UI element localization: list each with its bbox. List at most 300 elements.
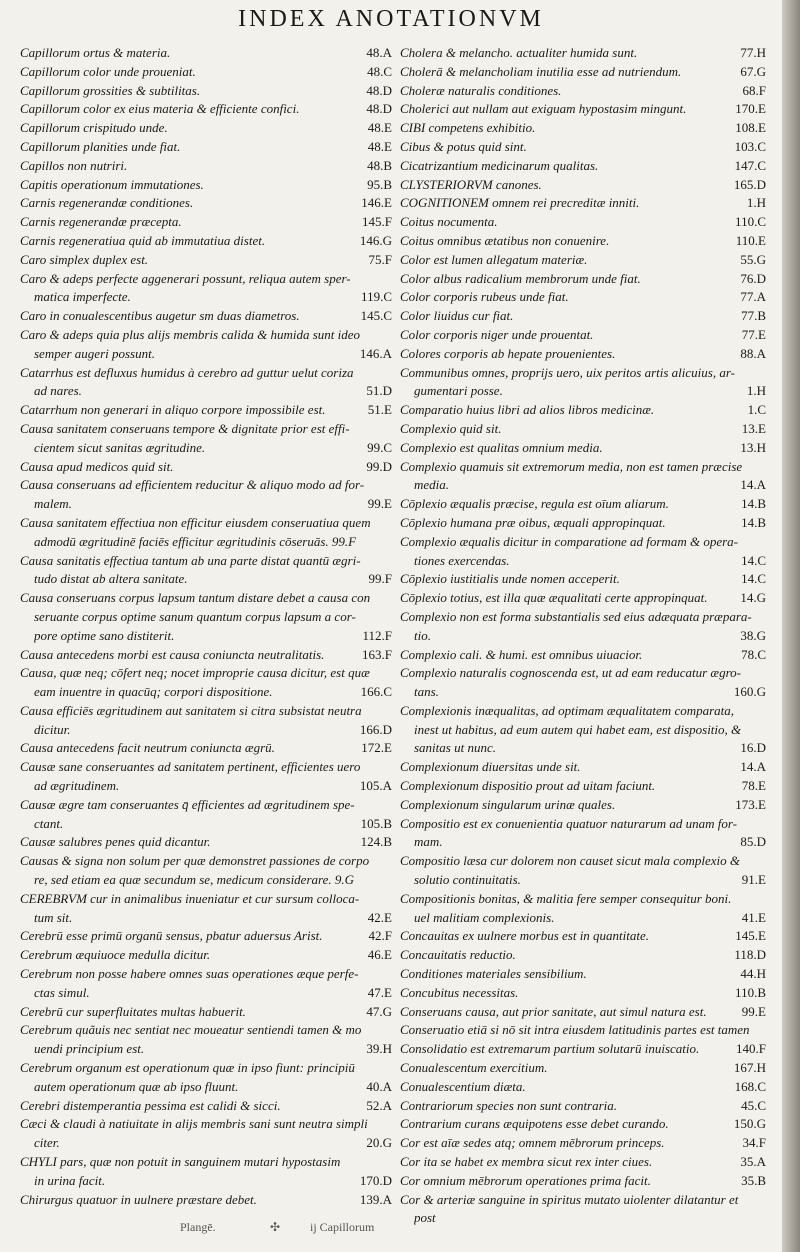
entry-text: dicitur. (34, 721, 71, 737)
page-reference: 167.H (733, 1060, 766, 1076)
index-entry (20, 852, 392, 890)
page-reference: 103.C (734, 138, 766, 154)
index-entry (400, 251, 766, 270)
index-entry (20, 326, 392, 364)
index-entry (400, 514, 766, 533)
page-reference: 14.C (741, 571, 766, 587)
page-reference: 110.C (735, 214, 766, 230)
index-entry (20, 646, 392, 665)
page-reference: 172.E (361, 740, 392, 756)
page-reference: 145.C (360, 308, 392, 324)
page-reference: 108.E (735, 120, 766, 136)
index-entry (400, 927, 766, 946)
index-entry (20, 946, 392, 965)
entry-text: Cōplexio æqualis præcise, regula est oīum aliarum. (400, 496, 669, 512)
entry-text: Capillorum ortus & materia. (20, 45, 171, 60)
page-reference: 1.H (746, 383, 766, 399)
page-reference (386, 533, 392, 552)
page-reference: 105.A (359, 778, 392, 794)
page-reference: 14.C (741, 552, 766, 568)
entry-text: Causa sanitatem conseruans tempore & dignitate prior est effi- (20, 420, 350, 436)
entry-text: tum sit. (34, 909, 73, 925)
page-reference: 99.D (366, 458, 392, 474)
entry-text: eam inuentre in quacūq; corpori dispositione. (34, 684, 273, 700)
entry-text: mam. (414, 834, 443, 850)
index-entry (20, 796, 392, 834)
index-entry (20, 476, 392, 514)
page-reference: 99.C (367, 439, 392, 455)
binding-shadow (782, 0, 800, 1252)
entry-text: Contrarium curans æquipotens esse debet curando. (400, 1116, 669, 1132)
page-reference: 165.D (733, 176, 766, 192)
ornament-icon: ✣ (270, 1220, 281, 1234)
page-reference: 118.D (734, 947, 766, 963)
entry-text: Cibus & potus quid sint. (400, 138, 527, 154)
entry-text: Complexionum singularum urinæ quales. (400, 796, 616, 812)
entry-text: Choleræ naturalis conditiones. (400, 82, 562, 98)
index-entry (20, 702, 392, 740)
entry-text: Cerebrum organum est operationum quæ in ipso fiunt: principiū (20, 1060, 355, 1076)
entry-text: Cōplexio totius, est illa quæ æqualitati certe appropinquat. (400, 590, 708, 606)
page-reference: 146.A (359, 345, 392, 361)
entry-text: post (414, 1210, 436, 1226)
page-reference: 110.E (735, 232, 766, 248)
page-reference: 91.E (741, 872, 766, 888)
page-reference: 166.C (360, 684, 392, 700)
entry-text: ctant. (34, 815, 64, 831)
index-entry (400, 44, 766, 63)
entry-text: tio. (414, 627, 431, 643)
entry-text: Capillos non nutriri. (20, 157, 128, 173)
index-entry (20, 364, 392, 402)
page-reference: 42.F (368, 928, 392, 944)
page-reference: 14.G (740, 590, 766, 606)
entry-text: Contrariorum species non sunt contraria. (400, 1097, 618, 1113)
index-entry (400, 608, 766, 646)
entry-text: Cor est aīæ sedes atq; omnem mēbrorum princeps. (400, 1135, 665, 1151)
entry-text: Capitis operationum immutationes. (20, 176, 204, 192)
page-reference: 77.A (740, 289, 766, 305)
entry-text: Capillorum color unde proueniat. (20, 63, 196, 79)
index-entry (400, 119, 766, 138)
index-entry (20, 890, 392, 928)
index-entry (20, 232, 392, 251)
index-entry (20, 270, 392, 308)
index-entry (400, 1097, 766, 1116)
index-entry (400, 533, 766, 571)
page-reference: 38.G (740, 627, 766, 643)
entry-text: citer. (34, 1135, 60, 1151)
entry-text: Cerebrum quãuis nec sentiat nec moueatur sentiendi tamen & mo (20, 1022, 362, 1038)
entry-text: Causa antecedens facit neutrum coniuncta ægrū. (20, 740, 275, 756)
index-entry (400, 157, 766, 176)
entry-text: Cholera & melancho. actualiter humida sunt. (400, 45, 638, 60)
page-reference: 48.D (366, 82, 392, 98)
entry-text: Complexio est qualitas omnium media. (400, 439, 603, 455)
index-entry (20, 194, 392, 213)
index-entry (20, 138, 392, 157)
page-reference: 13.E (741, 420, 766, 436)
entry-text: Complexionum diuersitas unde sit. (400, 759, 581, 775)
page-reference: 68.F (742, 82, 766, 98)
page-reference: 48.C (367, 63, 392, 79)
entry-text: Cholerici aut nullam aut exiguam hypostasim mingunt. (400, 101, 687, 117)
entry-text: Caro simplex duplex est. (20, 251, 149, 267)
page-reference: 170.E (735, 101, 766, 117)
entry-text: tiones exercendas. (414, 552, 510, 568)
entry-text: tudo distat ab altera sanitate. (34, 571, 188, 587)
page-reference: 48.A (366, 45, 392, 60)
entry-text: Causa conseruans ad efficientem reducitur & aliquo modo ad for- (20, 477, 365, 493)
entry-text: Color liuidus cur fiat. (400, 308, 514, 324)
index-entry (400, 63, 766, 82)
index-entry (20, 157, 392, 176)
index-entry (20, 965, 392, 1003)
index-entry (20, 833, 392, 852)
page-reference: 173.E (735, 796, 766, 812)
entry-text: Color est lumen allegatum materiæ. (400, 251, 588, 267)
entry-text: Complexio æqualis dicitur in comparatione ad formam & opera- (400, 533, 738, 549)
index-entry (20, 458, 392, 477)
index-entry (400, 194, 766, 213)
entry-text: CHYLI pars, quæ non potuit in sanguinem mutari hypostasim (20, 1154, 341, 1170)
page-reference: 99.E (741, 1003, 766, 1019)
index-entry (400, 852, 766, 890)
index-entry (400, 664, 766, 702)
index-entry (400, 1172, 766, 1191)
entry-text: Causæ ægre tam conseruantes q̄ efficientes ad ægritudinem spe- (20, 796, 355, 812)
index-entry (400, 758, 766, 777)
entry-text: uendi principium est. (34, 1041, 145, 1057)
index-entry (20, 758, 392, 796)
entry-text: Comparatio huius libri ad alios libros medicinæ. (400, 402, 655, 418)
index-entry (20, 44, 392, 63)
entry-text: admodū ægritudinē faciēs efficitur ægritudinis cōseruās. 99.F (34, 533, 357, 549)
index-entry (400, 82, 766, 101)
page-reference: 48.E (367, 138, 392, 154)
entry-text: Catarrhum non generari in aliquo corpore impossibile est. (20, 402, 326, 418)
page-header: INDEX ANOTATIONVM (238, 6, 544, 32)
entry-text: Cerebrum æquiuoce medulla dicitur. (20, 947, 211, 963)
index-entry (400, 1040, 766, 1059)
page-reference: 146.G (359, 232, 392, 248)
index-entry (400, 138, 766, 157)
index-entry (400, 1021, 766, 1040)
index-entry (20, 213, 392, 232)
index-entry (400, 946, 766, 965)
index-entry (400, 213, 766, 232)
index-entry (400, 1115, 766, 1134)
index-entry (400, 420, 766, 439)
entry-text: re, sed etiam ea quæ secundum se, medicum considerare. 9.G (34, 872, 354, 888)
page-reference: 77.B (741, 308, 766, 324)
entry-text: Chirurgus quatuor in uulnere præstare debet. (20, 1191, 257, 1207)
page-reference: 47.G (366, 1003, 392, 1019)
entry-text: ad nares. (34, 383, 82, 399)
entry-text: Caro & adeps quia plus alijs membris calida & humida sunt ideo (20, 326, 361, 342)
page-reference: 14.B (741, 514, 766, 530)
index-entry (20, 176, 392, 195)
page-reference: 77.H (740, 45, 766, 60)
entry-text: Conualescentum exercitium. (400, 1060, 548, 1076)
entry-text: semper augeri possunt. (34, 345, 155, 361)
entry-text: solutio continuitatis. (414, 872, 521, 888)
index-entry (20, 1059, 392, 1097)
page-reference (386, 871, 392, 890)
index-entry (20, 307, 392, 326)
index-entry (20, 1021, 392, 1059)
entry-text: Concauitatis reductio. (400, 947, 516, 963)
index-entry (400, 1059, 766, 1078)
index-entry (20, 664, 392, 702)
entry-text: inest ut habitus, ad eum autem qui habet eam, est dispositio, & (414, 721, 742, 737)
page-reference: 119.C (361, 289, 392, 305)
index-entry (400, 232, 766, 251)
page-reference: 41.E (741, 909, 766, 925)
entry-text: Capillorum crispitudo unde. (20, 120, 168, 136)
entry-text: Color albus radicalium membrorum unde fiat. (400, 270, 641, 286)
index-entry (20, 63, 392, 82)
entry-text: malem. (34, 496, 72, 512)
page-reference: 75.F (368, 251, 392, 267)
index-entry (20, 1097, 392, 1116)
right-column (400, 44, 766, 1228)
index-entry (20, 420, 392, 458)
signature-mark: ij Capillorum (310, 1220, 375, 1234)
entry-text: Causa sanitatem effectiua non efficitur eiusdem conseruatiua quem (20, 514, 371, 530)
entry-text: Cor & arteriæ sanguine in spiritus mutato uiolenter dilatantur et (400, 1191, 739, 1207)
page-reference: 170.D (359, 1172, 392, 1188)
page-reference: 46.E (367, 947, 392, 963)
index-entry (400, 458, 766, 496)
entry-text: Compositio læsa cur dolorem non causet sicut mala complexio & (400, 853, 741, 869)
page-reference: 67.G (740, 63, 766, 79)
entry-text: Capillorum grossities & subtilitas. (20, 82, 201, 98)
page-reference: 124.B (360, 834, 392, 850)
index-entry (400, 345, 766, 364)
entry-text: Causa efficiēs ægritudinem aut sanitatem si citra subsistat neutra (20, 702, 362, 718)
index-entry (400, 890, 766, 928)
page-reference: 150.G (733, 1116, 766, 1132)
index-entry (400, 439, 766, 458)
page-reference: 145.F (362, 214, 392, 230)
page-reference: 55.G (740, 251, 766, 267)
index-entry (20, 1115, 392, 1153)
page-reference: 78.E (741, 778, 766, 794)
page-reference: 51.E (367, 402, 392, 418)
entry-text: Conualescentium diæta. (400, 1078, 526, 1094)
entry-text: seruante corpus optime sanum quantum corpus lapsum a cor- (34, 608, 356, 624)
page-reference: 39.H (366, 1041, 392, 1057)
index-entry (400, 1003, 766, 1022)
page-reference: 14.A (740, 477, 766, 493)
index-entry (400, 570, 766, 589)
entry-text: Cicatrizantium medicinarum qualitas. (400, 157, 599, 173)
index-entry (400, 326, 766, 345)
entry-text: Compositionis bonitas, & malitia fere semper consequitur boni. (400, 890, 732, 906)
page-footer (0, 1218, 782, 1248)
page-reference: 78.C (741, 646, 766, 662)
page-reference: 105.B (360, 815, 392, 831)
page-reference: 35.A (740, 1154, 766, 1170)
entry-text: Cor ita se habet ex membra sicut rex inter ciues. (400, 1154, 653, 1170)
index-entry (20, 1153, 392, 1191)
index-entry (20, 589, 392, 645)
entry-text: tans. (414, 684, 439, 700)
index-entry (400, 401, 766, 420)
page-reference: 20.G (366, 1135, 392, 1151)
entry-text: Capillorum color ex eius materia & efficiente confici. (20, 101, 300, 117)
index-entry (400, 270, 766, 289)
index-entry (400, 646, 766, 665)
entry-text: in urina facit. (34, 1172, 106, 1188)
page-reference: 48.E (367, 120, 392, 136)
index-entry (400, 364, 766, 402)
index-entry (400, 176, 766, 195)
index-entry (20, 251, 392, 270)
page-reference: 168.C (734, 1078, 766, 1094)
page-reference: 14.A (740, 759, 766, 775)
entry-text: CIBI competens exhibitio. (400, 120, 536, 136)
entry-text: Colores corporis ab hepate prouenientes. (400, 345, 616, 361)
index-entry (400, 100, 766, 119)
index-entry (400, 589, 766, 608)
page-reference: 1.C (747, 402, 766, 418)
page-reference: 14.B (741, 496, 766, 512)
page-reference: 146.E (361, 195, 392, 211)
index-entry (400, 1134, 766, 1153)
left-column (20, 44, 392, 1209)
entry-text: Carnis regenerandæ conditiones. (20, 195, 194, 211)
page-reference: 95.B (367, 176, 392, 192)
entry-text: CLYSTERIORVM canones. (400, 176, 542, 192)
entry-text: Causa, quæ neq; cōfert neq; nocet improprie causa dicitur, est quæ (20, 665, 370, 681)
entry-text: Causa sanitatis effectiua tantum ab una parte distat quantū ægri- (20, 552, 361, 568)
entry-text: Carnis regeneratiua quid ab immutatiua distet. (20, 232, 266, 248)
entry-text: Caro in conualescentibus augetur sm duas diametros. (20, 308, 300, 324)
entry-text: matica imperfecte. (34, 289, 131, 305)
entry-text: Complexio naturalis cognoscenda est, ut ad eam reducatur ægro- (400, 665, 741, 681)
page-reference: 145.E (735, 928, 766, 944)
entry-text: Color corporis niger unde prouentat. (400, 326, 594, 342)
page-reference: 45.C (741, 1097, 766, 1113)
entry-text: Complexionis inæqualitas, ad optimam æqualitatem comparata, (400, 702, 735, 718)
page-reference: 34.F (742, 1135, 766, 1151)
entry-text: Causæ salubres penes quid dicantur. (20, 834, 211, 850)
index-entry (400, 702, 766, 758)
page-reference: 99.F (368, 571, 392, 587)
entry-text: ctas simul. (34, 984, 90, 1000)
entry-text: Conseruatio etiā si nō sit intra eiusdem latitudinis partes est tamen (400, 1022, 750, 1038)
entry-text: Communibus omnes, proprijs uero, uix peritos artis alicuius, ar- (400, 364, 735, 380)
entry-text: cientem sicut sanitas ægritudine. (34, 439, 206, 455)
entry-text: Complexio cali. & humi. est omnibus uiuacior. (400, 646, 643, 662)
page-reference: 88.A (740, 345, 766, 361)
page-reference: 77.E (741, 326, 766, 342)
index-entry (20, 552, 392, 590)
page-reference: 40.A (366, 1078, 392, 1094)
index-entry (400, 1153, 766, 1172)
page-reference: 42.E (367, 909, 392, 925)
entry-text: CEREBRVM cur in animalibus inueniatur et cur sursum colloca- (20, 890, 360, 906)
page-reference: 140.F (736, 1041, 766, 1057)
page-reference: 52.A (366, 1097, 392, 1113)
page-reference: 163.F (362, 646, 392, 662)
entry-text: Compositio est ex conuenientia quatuor naturarum ad unam for- (400, 815, 737, 831)
entry-text: autem operationum quæ ab ipso fluunt. (34, 1078, 239, 1094)
entry-text: Complexio quid sit. (400, 420, 502, 436)
page-reference: 166.D (359, 721, 392, 737)
entry-text: Concauitas ex uulnere morbus est in quantitate. (400, 928, 650, 944)
index-entry (20, 82, 392, 101)
index-entry (20, 739, 392, 758)
page-reference: 48.D (366, 101, 392, 117)
index-entry (20, 1003, 392, 1022)
entry-text: Cerebrum non posse habere omnes suas operationes æque perfe- (20, 966, 359, 982)
entry-text: Caro & adeps perfecte aggenerari possunt, reliqua autem sper- (20, 270, 351, 286)
index-entry (20, 514, 392, 552)
index-entry (400, 1078, 766, 1097)
entry-text: Complexio quamuis sit extremorum media, non est tamen præcise (400, 458, 743, 474)
index-entry (20, 100, 392, 119)
index-entry (400, 777, 766, 796)
entry-text: Cor omnium mēbrorum operationes prima facit. (400, 1172, 651, 1188)
index-entry (400, 288, 766, 307)
page-reference: 44.H (740, 966, 766, 982)
page-reference: 13.H (740, 439, 766, 455)
entry-text: Conseruans causa, aut prior sanitate, aut simul natura est. (400, 1003, 707, 1019)
entry-text: Color corporis rubeus unde fiat. (400, 289, 569, 305)
entry-text: Causa apud medicos quid sit. (20, 458, 174, 474)
page-reference: 110.B (735, 984, 766, 1000)
entry-text: Causæ sane conseruantes ad sanitatem pertinent, efficientes uero (20, 759, 361, 775)
entry-text: Cerebrū cur superfluitates multas habuerit. (20, 1003, 246, 1019)
index-entry (400, 815, 766, 853)
page-reference: 47.E (367, 984, 392, 1000)
entry-text: Conditiones materiales sensibilium. (400, 966, 587, 982)
page-reference: 147.C (734, 157, 766, 173)
index-entry (20, 1191, 392, 1210)
page-reference: 48.B (367, 157, 392, 173)
entry-text: Cerebri distemperantia pessima est calidi & sicci. (20, 1097, 281, 1113)
entry-text: Consolidatio est extremarum partium solutarū inuiscatio. (400, 1041, 700, 1057)
entry-text: Causa antecedens morbi est causa coniuncta neutralitatis. (20, 646, 325, 662)
index-entry (400, 307, 766, 326)
page-reference: 85.D (740, 834, 766, 850)
entry-text: Cerebrū esse primū organū sensus, pbatur aduersus Arist. (20, 928, 323, 944)
page-reference (760, 1021, 766, 1040)
catchword: Plangē. (180, 1220, 216, 1234)
index-entry (20, 927, 392, 946)
page-reference: 35.B (741, 1172, 766, 1188)
entry-text: Cæci & claudi à natiuitate in alijs membris sani sunt neutra simpli (20, 1116, 368, 1132)
entry-text: Cōplexio iustitialis unde nomen acceperit. (400, 571, 620, 587)
entry-text: Complexio non est forma substantialis sed eius adæquata præpara- (400, 608, 752, 624)
page-reference: 112.F (362, 627, 392, 643)
entry-text: sanitas ut nunc. (414, 740, 496, 756)
entry-text: pore optime sano distiterit. (34, 627, 175, 643)
entry-text: Causas & signa non solum per quæ demonstret passiones de corpo (20, 853, 370, 869)
index-entry (400, 495, 766, 514)
entry-text: Carnis regenerandæ præcepta. (20, 214, 182, 230)
entry-text: Coitus omnibus ætatibus non conuenire. (400, 232, 610, 248)
index-entry (400, 984, 766, 1003)
page-reference: 76.D (740, 270, 766, 286)
index-entry (400, 965, 766, 984)
entry-text: Cholerā & melancholiam inutilia esse ad nutriendum. (400, 63, 682, 79)
entry-text: Cōplexio humana præ oibus, æquali appropinquat. (400, 514, 666, 530)
page-reference: 51.D (366, 383, 392, 399)
